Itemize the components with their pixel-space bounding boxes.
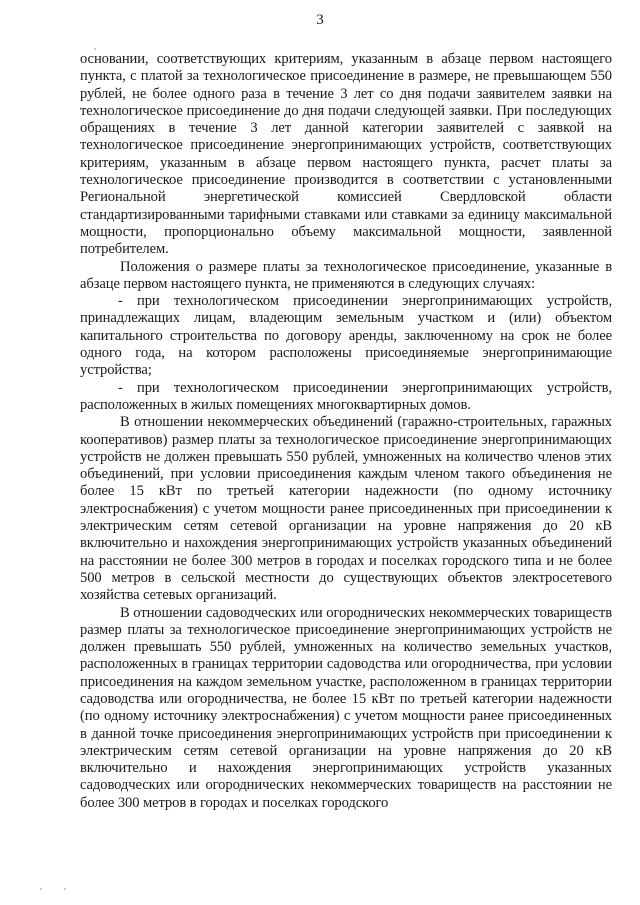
paragraph-continuation: основании, соответствующих критериям, указанным в абзаце первом настоящего пункта, с платой за технологическое присоединение в размере, не превышающем 550 рублей, не более одного раза в течение 3 лет со дня подачи заявителем заявки на технологическое присоединение до дня подачи следующей заявки. При последующих обращениях в течение 3 лет данной категории заявителей с заявкой на технологическое присоединение энергопринимающих устройств, соответствующих критериям, указанным в абзаце первом настоящего пункта, расчет платы за технологическое присоединение производится в соответствии с установленными Региональной энергетической комиссией Свердловской области стандартизированными тарифными ставками или ставками за единицу максимальной мощности, пропорционально объему максимальной мощности, заявленной потребителем. bbox=[80, 51, 612, 258]
list-item-lease-case: - при технологическом присоединении энергопринимающих устройств, принадлежащих лицам, владеющим земельным участком и (или) объектом капитального строительства по договору аренды, заключенному на срок не более одного года, на котором расположены присоединяемые энергопринимающие устройства; bbox=[80, 293, 612, 379]
page-number: 3 bbox=[316, 12, 324, 28]
paragraph-exceptions-intro: Положения о размере платы за технологическое присоединение, указанные в абзаце первом настоящего пункта, не применяются в следующих случаях: bbox=[80, 258, 612, 292]
scan-speck bbox=[94, 48, 96, 50]
list-item-apartment-case: - при технологическом присоединении энергопринимающих устройств, расположенных в жилых помещениях многоквартирных домов. bbox=[80, 379, 612, 413]
document-body bbox=[80, 51, 612, 812]
paragraph-garden-partnerships: В отношении садоводческих или огороднических некоммерческих товариществ размер платы за технологическое присоединение энергопринимающих устройств не должен превышать 550 рублей, умноженных на количество земельных участков, расположенных в границах территории садоводства или огородничества, при условии присоединения на каждом земельном участке, расположенном в границах территории садоводства или огородничества, не более 15 кВт по третьей категории надежности (по одному источнику электроснабжения) с учетом мощности ранее присоединенных в данной точке присоединения энергопринимающих устройств при присоединении к электрическим сетям сетевой организации на уровне напряжения до 20 кВ включительно и нахождения энергопринимающих устройств указанных садоводческих или огороднических некоммерческих товариществ на расстоянии не более 300 метров в городах и поселках городского bbox=[80, 604, 612, 811]
scan-speck bbox=[64, 888, 66, 890]
scan-speck bbox=[40, 888, 42, 890]
paragraph-garage-cooperatives: В отношении некоммерческих объединений (гаражно-строительных, гаражных кооперативов) размер платы за технологическое присоединение энергопринимающих устройств не должен превышать 550 рублей, умноженных на количество членов этих объединений, при условии присоединения каждым членом такого объединения не более 15 кВт по третьей категории надежности (по одному источнику электроснабжения) с учетом мощности ранее присоединенных при присоединении к электрическим сетям сетевой организации на уровне напряжения до 20 кВ включительно и нахождения энергопринимающих устройств указанных объединений на расстоянии не более 300 метров в городах и поселках городского типа и не более 500 метров в сельской местности до существующих объектов электросетевого хозяйства сетевых организаций. bbox=[80, 414, 612, 604]
